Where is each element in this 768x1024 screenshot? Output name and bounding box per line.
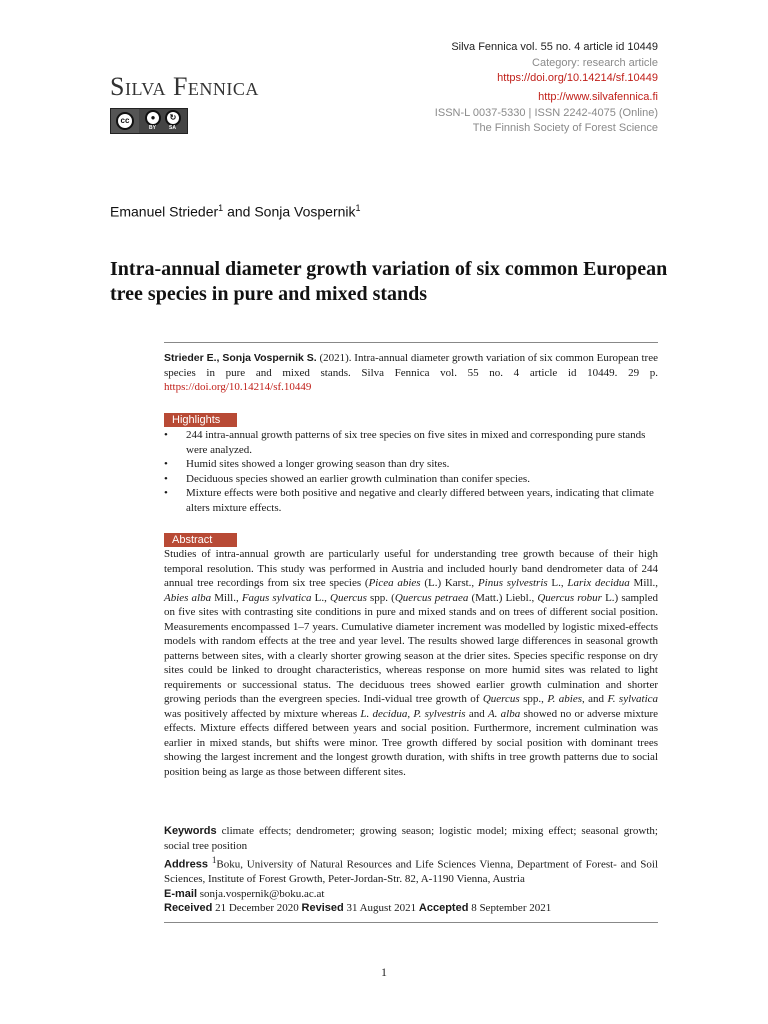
- bullet-icon: •: [164, 458, 168, 470]
- doi-link[interactable]: https://doi.org/10.14214/sf.10449: [497, 72, 658, 84]
- author-name: Emanuel Strieder: [110, 203, 219, 220]
- abstract-text: , and: [582, 693, 608, 705]
- accepted-label: Accepted: [418, 902, 469, 915]
- species-name: Quercus: [330, 591, 367, 604]
- species-name: Quercus: [482, 693, 520, 705]
- bullet-icon: •: [164, 472, 168, 485]
- publisher-text: The Finnish Society of Forest Science: [472, 122, 658, 134]
- revised-label: Revised: [301, 902, 344, 915]
- received-label: Received: [164, 902, 213, 915]
- list-item: [164, 472, 658, 487]
- address-label: Address: [164, 858, 209, 871]
- issn-text: ISSN-L 0037-5330 | ISSN 2242-4075 (Online): [434, 106, 658, 119]
- abstract-text: (Matt.) Liebl.,: [468, 591, 538, 604]
- species-name: Larix decidua: [567, 577, 630, 589]
- highlight-text: 244 intra-annual growth patterns of six tree species on five sites in mixed and corresponding pure stands were analyzed.: [186, 429, 646, 456]
- abstract-text: spp. (: [366, 591, 395, 604]
- page-number: 1: [381, 965, 387, 979]
- highlights-heading: Highlights: [164, 413, 237, 427]
- journal-logo: Silva Fennica: [110, 72, 259, 101]
- abstract-text: Mill.,: [629, 577, 659, 589]
- abstract-text: was positively affected by mixture whereas: [164, 707, 361, 720]
- address-line: [164, 853, 658, 887]
- paper-title: Intra-annual diameter growth variation of six common European tree species in pure and mixed stands: [110, 258, 668, 305]
- abstract-text: Studies of intra-annual growth are particularly useful for understanding tree growth because of their high temporal resolution. This study was performed in Austria and included hourly band dendrometer data of 244 annual tree recordings from six tree species (: [164, 548, 658, 589]
- affiliation-mark: 1: [355, 203, 361, 213]
- article-metadata: [164, 824, 658, 916]
- bullet-icon: •: [164, 429, 168, 441]
- abstract-body: [164, 547, 658, 779]
- author-name: Sonja Vospernik: [254, 203, 356, 220]
- header-info-top: [451, 40, 658, 87]
- accepted-date: 8 September 2021: [468, 902, 552, 915]
- citation-block: [164, 351, 658, 395]
- species-name: P. abies: [547, 693, 582, 705]
- sa-label: SA: [169, 125, 176, 131]
- species-name: L. decidua: [360, 707, 408, 720]
- divider: [164, 342, 658, 343]
- by-person-icon: ●: [145, 110, 161, 126]
- abstract-text: showed no or adverse mixture effects. Mixture effects differed between years and social position. Furthermore, increment culmination was earlier in mixed stands, but shifts were minor. Tree growth differed by social position with dominant trees showing the largest increment and the longest growth duration, with shifts in tree growth patterns due to social position being as large as those between different sites.: [164, 707, 658, 778]
- abstract-text: spp.,: [519, 693, 548, 705]
- list-item: [164, 457, 658, 472]
- species-name: Quercus robur: [537, 591, 602, 604]
- abstract-text: and: [465, 707, 488, 720]
- cc-icon: cc: [116, 112, 134, 130]
- header-info-bottom: [435, 90, 658, 137]
- abstract-heading: Abstract: [164, 533, 237, 547]
- email-label: E-mail: [164, 887, 198, 900]
- citation-doi-link[interactable]: https://doi.org/10.14214/sf.10449: [164, 381, 312, 393]
- email-address[interactable]: sonja.vospernik@boku.ac.at: [197, 887, 325, 900]
- share-alike-icon: ↻: [165, 110, 181, 126]
- list-item: [164, 428, 658, 457]
- highlight-text: Mixture effects were both positive and negative and clearly differed between years, indicating that climate alters mixture effects.: [186, 487, 654, 514]
- article-category: Category: research article: [532, 56, 658, 69]
- species-name: Fagus sylvatica: [241, 591, 312, 604]
- by-label: BY: [149, 125, 156, 131]
- species-name: Pinus sylvestris: [477, 577, 548, 589]
- abstract-text: L.,: [547, 577, 568, 589]
- abstract-text: (L.) Karst.,: [420, 577, 478, 589]
- keywords-label: Keywords: [164, 825, 217, 837]
- email-line: [164, 887, 658, 902]
- species-name: Abies alba: [164, 591, 212, 604]
- species-name: P. sylvestris: [413, 707, 466, 720]
- received-date: 21 December 2020: [212, 902, 302, 915]
- species-name: Quercus petraea: [394, 591, 469, 604]
- affiliation-mark: 1: [218, 203, 224, 213]
- highlight-text: Deciduous species showed an earlier growth culmination than conifer species.: [186, 472, 530, 485]
- species-name: A. alba: [487, 707, 521, 720]
- dates-line: [164, 901, 658, 916]
- revised-date: 31 August 2021: [343, 902, 419, 915]
- journal-citation-line: Silva Fennica vol. 55 no. 4 article id 10449: [451, 41, 658, 53]
- species-name: Picea abies: [368, 577, 421, 589]
- address-text: Boku, University of Natural Resources and Life Sciences Vienna, Department of Forest- and Soil Sciences, Institute of Forest Growth, Peter-Jordan-Str. 82, A-1190 Vienna, Austria: [164, 858, 659, 886]
- list-item: [164, 486, 658, 515]
- keywords-line: [164, 824, 658, 853]
- highlights-list: [164, 428, 658, 515]
- divider: [164, 922, 658, 923]
- keywords-text: climate effects; dendrometer; growing season; logistic model; mixing effect; seasonal growth; social tree position: [164, 825, 658, 852]
- citation-authors: Strieder E., Sonja Vospernik S.: [164, 352, 317, 364]
- highlight-text: Humid sites showed a longer growing season than dry sites.: [186, 458, 450, 470]
- species-name: F. sylvatica: [607, 693, 659, 705]
- abstract-text: Mill.,: [211, 591, 242, 604]
- bullet-icon: •: [164, 487, 168, 499]
- abstract-text: L.,: [311, 591, 330, 604]
- author-conjunction: and: [223, 203, 255, 220]
- author-list: [110, 203, 361, 220]
- abstract-text: L.) sampled on five sites with contrasting site conditions in pure and mixed stands and on trees of different social position. Measurements encompassed 1–7 years. Cumulative diameter increment was modelled by logistic mixed-effects models with random effects at the tree and year level. The results showed large differences in seasonal growth patterns between sites, with a clearly shorter growing season at the drier sites. Species specific response on dry sites could be linked to drought characteristics, whereas response on more humid sites was related to light requirements or successional status. The deciduous trees showed earlier growth culmination and shorter growing periods than the evergreen species. Indi-vidual tree growth of: [164, 591, 658, 705]
- affiliation-mark: 1: [211, 855, 217, 865]
- website-link[interactable]: http://www.silvafennica.fi: [538, 91, 658, 103]
- abstract-text: ,: [407, 707, 414, 720]
- cc-license-badge[interactable]: [110, 108, 188, 134]
- citation-text: (2021). Intra-annual diameter growth variation of six common European tree species in pure and mixed stands. Silva Fennica vol. 55 no. 4 article id 10449. 29 p.: [164, 352, 658, 379]
